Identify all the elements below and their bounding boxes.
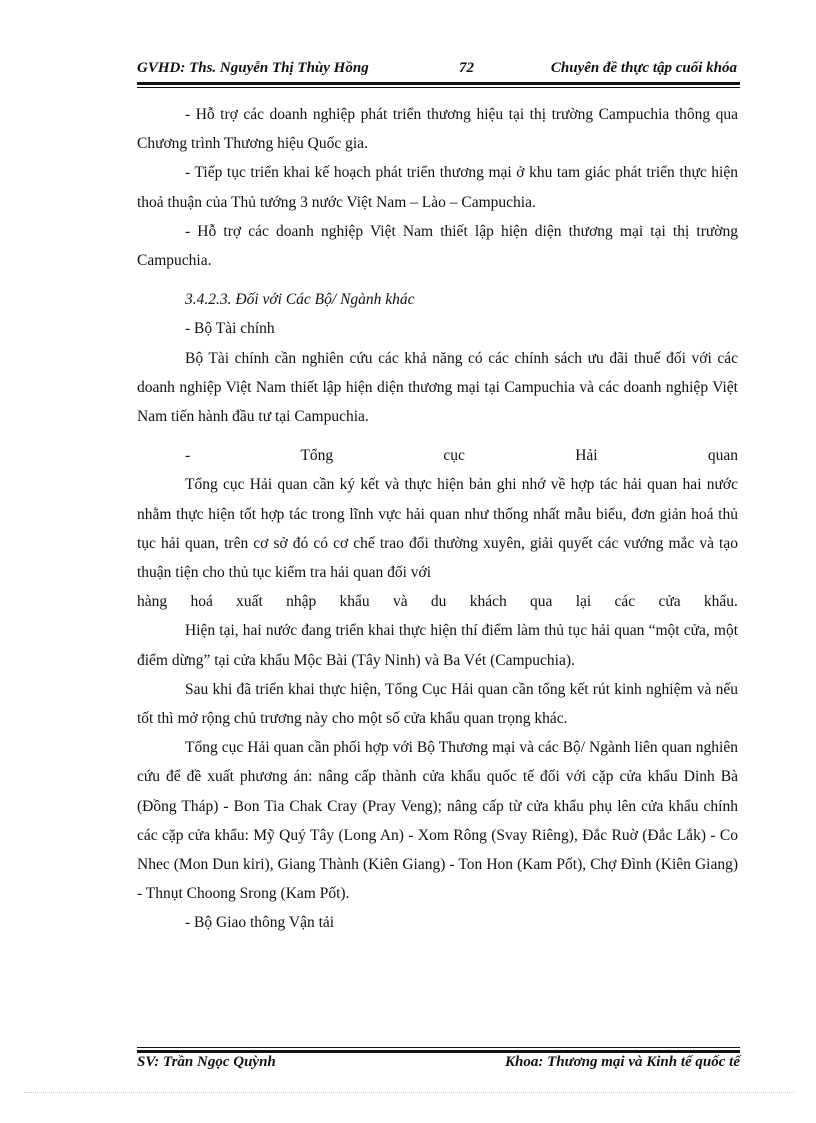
- paragraph: Bộ Tài chính cần nghiên cứu các khả năng có các chính sách ưu đãi thuế đối với các doanh nghiệp Việt Nam thiết lập hiện diện thương mại tại Campuchia và các doanh nghiệp Việt Nam tiến hành đầu tư tại Campuchia.: [137, 349, 738, 426]
- header-title: Chuyên đề thực tập cuối khóa: [550, 60, 737, 76]
- word: xuất: [236, 593, 263, 611]
- footer-rule: [137, 1050, 740, 1053]
- paragraph: Sau khi đã triển khai thực hiện, Tổng Cục Hải quan cần tổng kết rút kinh nghiệm và nếu tốt thì mở rộng chủ trương này cho một số cửa khẩu quan trọng khác.: [137, 680, 738, 728]
- header-rule-thin: [137, 87, 740, 88]
- paragraph: - Bộ Giao thông Vận tải: [185, 914, 335, 932]
- paragraph: - Hỗ trợ các doanh nghiệp Việt Nam thiết lập hiện diện thương mại tại thị trường Campuchia.: [137, 222, 738, 270]
- word: quan: [707, 447, 738, 465]
- subheading-customs: [137, 441, 738, 470]
- word: lại: [575, 593, 592, 611]
- page-body: [137, 100, 738, 938]
- word: khẩu: [339, 593, 370, 611]
- word: qua: [530, 593, 553, 611]
- word: và: [392, 593, 408, 611]
- paragraph: Hiện tại, hai nước đang triển khai thực hiện thí điểm làm thủ tục hải quan “một cửa, một điểm dừng” tại cửa khẩu Mộc Bài (Tây Ninh) và Ba Vét (Campuchia).: [137, 622, 738, 669]
- page-header: [137, 58, 737, 82]
- paragraph: Tổng cục Hải quan cần phối hợp với Bộ Thương mại và các Bộ/ Ngành liên quan nghiên cứu để đề xuất phương án: nâng cấp thành cửa khẩu quốc tế đối với cặp cửa khẩu Dinh Bà (Đồng Tháp) - Bon Tia Chak Cray (Pray Veng); nâng cấp từ cửa khẩu phụ lên cửa khẩu chính các cặp cửa khẩu: Mỹ Quý Tây (Long An) - Xom Rông (Svay Riêng), Đắc Ruờ (Đắc Lắk) - Co Nhec (Mon Dun kiri), Giang Thành (Kiên Giang) - Ton Hon (Kam Pốt), Chợ Đình (Kiên Giang) - Thnụt Choong Srong (Kam Pốt).: [137, 739, 738, 903]
- paragraph-last-line: [137, 587, 738, 616]
- word: khẩu.: [703, 593, 738, 611]
- paragraph: - Bộ Tài chính: [185, 320, 275, 338]
- word: khách: [469, 593, 507, 611]
- paragraph: - Tiếp tục triển khai kế hoạch phát triển thương mại ở khu tam giác phát triển thực hiện thoả thuận của Thủ tướng 3 nước Việt Nam – Lào – Campuchia.: [137, 164, 738, 211]
- word: cục: [443, 447, 465, 465]
- footer-faculty: Khoa: Thương mại và Kinh tế quốc tế: [505, 1054, 740, 1070]
- footer-rule-thin: [137, 1047, 740, 1048]
- word: Hải: [575, 447, 598, 465]
- word: hàng: [137, 593, 168, 611]
- word: nhập: [286, 593, 317, 611]
- word: du: [430, 593, 447, 611]
- page-number: 72: [459, 60, 474, 76]
- header-rule: [137, 82, 740, 85]
- word: Tổng: [300, 447, 334, 465]
- word: hoá: [190, 593, 213, 611]
- paragraph: - Hỗ trợ các doanh nghiệp phát triển thương hiệu tại thị trường Campuchia thông qua Chương trình Thương hiệu Quốc gia.: [137, 106, 738, 153]
- word: cửa: [658, 593, 681, 611]
- paragraph: Tổng cục Hải quan cần ký kết và thực hiện bản ghi nhớ về hợp tác hải quan hai nước nhằm thực hiện tốt hợp tác trong lĩnh vực hải quan như thống nhất mẫu biểu, đơn giản hoá thủ tục hải quan, trên cơ sở đó có cơ chế trao đổi thường xuyên, giải quyết các vướng mắc và tạo thuận tiện cho thủ tục kiểm tra hải quan đối với: [137, 476, 738, 582]
- word: -: [185, 447, 191, 465]
- page-edge-dotted-line: [24, 1092, 794, 1093]
- section-heading: 3.4.2.3. Đối với Các Bộ/ Ngành khác: [185, 291, 415, 309]
- footer-student: SV: Trần Ngọc Quỳnh: [137, 1054, 276, 1070]
- header-advisor: GVHD: Ths. Nguyễn Thị Thùy Hồng: [137, 60, 369, 76]
- word: các: [614, 593, 636, 611]
